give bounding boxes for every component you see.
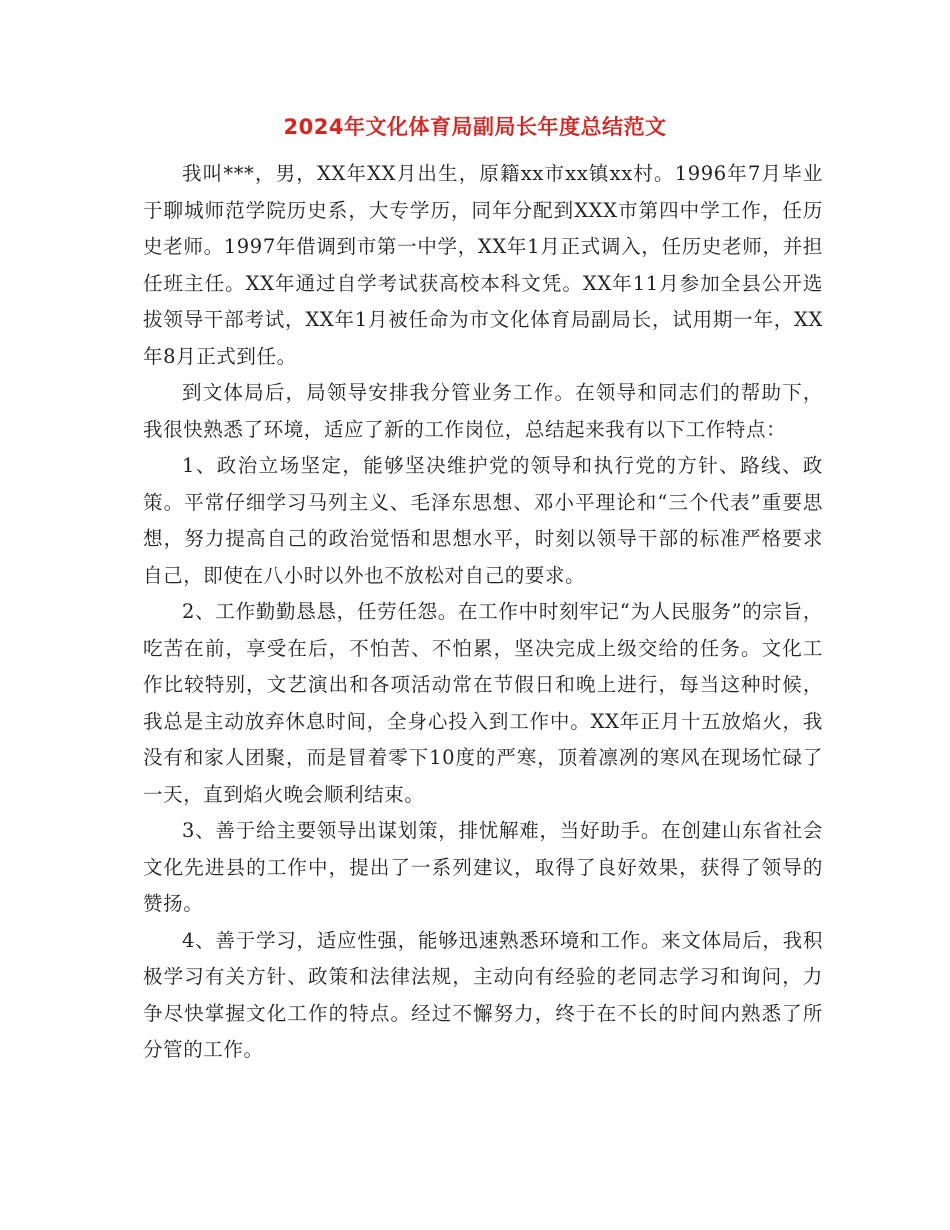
paragraph-point-2: 2、工作勤勤恳恳，任劳任怨。在工作中时刻牢记“为人民服务”的宗旨，吃苦在前，享受在后，不怕苦、不怕累，坚决完成上级交给的任务。文化工作比较特别，文艺演出和各项活动常在节假日和晚上进行，每当这种时候，我总是主动放弃休息时间，全身心投入到工作中。XX年正月十五放焰火，我没有和家人团聚，而是冒着零下10度的严寒，顶着凛冽的寒风在现场忙碌了一天，直到焰火晚会顺利结束。 [143, 600, 823, 806]
paragraph-intro: 我叫***，男，XX年XX月出生，原籍xx市xx镇xx村。1996年7月毕业于聊城师范学院历史系，大专学历，同年分配到XXX市第四中学工作，任历史老师。1997年借调到市第一中学，XX年1月正式调入，任历史老师，并担任班主任。XX年通过自学考试获高校本科文凭。XX年11月参加全县公开选拔领导干部考试，XX年1月被任命为市文化体育局副局长，试用期一年，XX年8月正式到任。 [143, 162, 823, 368]
paragraph-point-3: 3、善于给主要领导出谋划策，排忧解难，当好助手。在创建山东省社会文化先进县的工作中，提出了一系列建议，取得了良好效果，获得了领导的赞扬。 [143, 819, 823, 915]
paragraph-overview: 到文体局后，局领导安排我分管业务工作。在领导和同志们的帮助下，我很快熟悉了环境，适应了新的工作岗位，总结起来我有以下工作特点： [143, 381, 823, 441]
document-body [143, 156, 823, 1069]
paragraph-point-4: 4、善于学习，适应性强，能够迅速熟悉环境和工作。来文体局后，我积极学习有关方针、政策和法律法规，主动向有经验的老同志学习和询问，力争尽快掌握文化工作的特点。经过不懈努力，终于在不长的时间内熟悉了所分管的工作。 [143, 928, 823, 1061]
paragraph-point-1: 1、政治立场坚定，能够坚决维护党的领导和执行党的方针、路线、政策。平常仔细学习马列主义、毛泽东思想、邓小平理论和“三个代表”重要思想，努力提高自己的政治觉悟和思想水平，时刻以领导干部的标准严格要求自己，即使在八小时以外也不放松对自己的要求。 [143, 454, 823, 587]
document-title: 2024年文化体育局副局长年度总结范文 [283, 115, 667, 139]
